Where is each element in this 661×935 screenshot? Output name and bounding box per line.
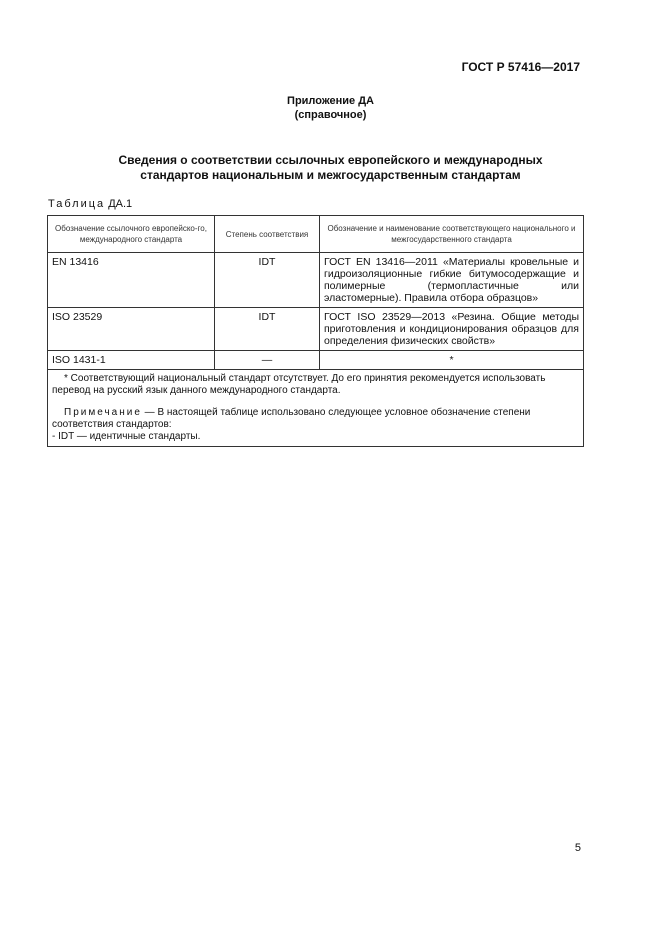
table-notes-row (48, 370, 584, 447)
cell-reference: EN 13416 (48, 253, 215, 308)
note-item: - IDT — идентичные стандарты. (52, 431, 201, 442)
cell-degree: IDT (215, 308, 320, 351)
cell-national: * (320, 351, 584, 370)
cell-reference: ISO 23529 (48, 308, 215, 351)
table-caption-number: ДА.1 (108, 198, 133, 210)
section-title (80, 153, 581, 183)
header-reference-standard: Обозначение ссылочного европейско-го, международного стандарта (48, 216, 215, 253)
cell-national: ГОСТ EN 13416—2011 «Материалы кровельные и гидроизоляционные гибкие битумосодержащие и полимерные (термопластичные или эластомерные). Правила отбора образцов» (320, 253, 584, 308)
section-title-line-2: стандартов национальным и межгосударственным стандартам (140, 168, 521, 182)
header-degree-of-correspondence: Степень соответствия (215, 216, 320, 253)
note-label: Примечание (64, 407, 142, 418)
cell-degree: — (215, 351, 320, 370)
cell-reference: ISO 1431-1 (48, 351, 215, 370)
table-notes (48, 370, 584, 447)
section-title-line-1: Сведения о соответствии ссылочных европейского и международных (118, 153, 543, 167)
cell-national: ГОСТ ISO 23529—2013 «Резина. Общие методы приготовления и кондиционирования образцов для определения физических свойств» (320, 308, 584, 351)
standard-designation: ГОСТ Р 57416—2017 (461, 60, 580, 74)
table-caption (48, 198, 132, 210)
note (52, 407, 579, 431)
annex-title: Приложение ДА (287, 95, 374, 107)
correspondence-table (47, 215, 584, 447)
note-text: — В настоящей таблице использовано следующее условное обозначение степени соответствия стандартов: (52, 407, 531, 430)
cell-degree: IDT (215, 253, 320, 308)
page-number: 5 (574, 842, 581, 854)
table-row (48, 253, 584, 308)
table-caption-word: Таблица (48, 198, 106, 210)
footnote: * Соответствующий национальный стандарт отсутствует. До его принятия рекомендуется использовать перевод на русский язык данного международного стандарта. (52, 373, 546, 396)
header-national-standard: Обозначение и наименование соответствующего национального и межгосударственного стандарта (320, 216, 584, 253)
table-row (48, 351, 584, 370)
table-header-row (48, 216, 584, 253)
annex-subtitle: (справочное) (294, 109, 367, 121)
table-row (48, 308, 584, 351)
annex-heading (0, 94, 661, 122)
